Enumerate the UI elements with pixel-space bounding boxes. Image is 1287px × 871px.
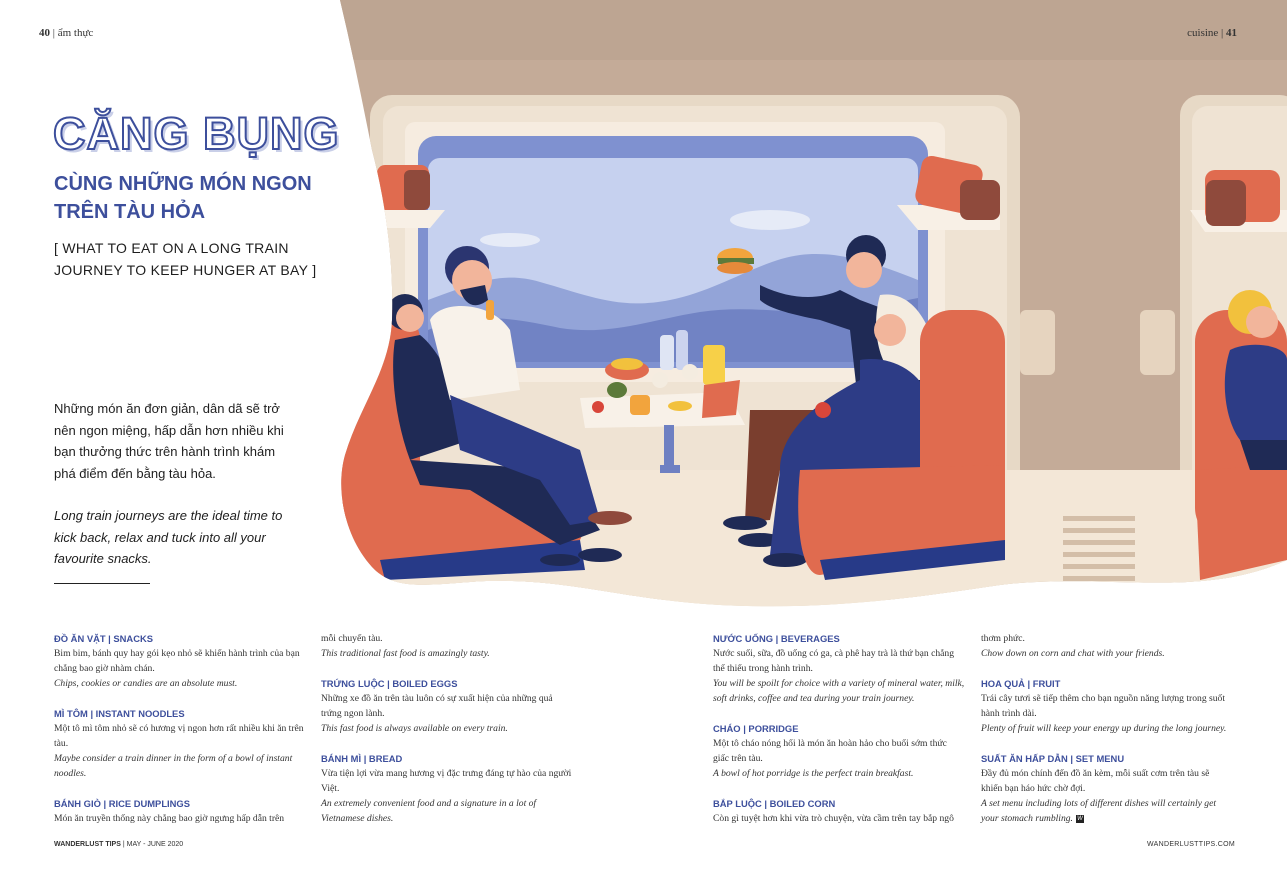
column-1 [54,631,306,841]
section-rice-dumplings-continued [321,631,573,661]
section-heading: SUẤT ĂN HẤP DẪN | SET MENU [981,753,1125,764]
section-text-en: You will be spoilt for choice with a variety of mineral water, milk, soft drinks, coffee and tea during your train journey. [713,678,965,704]
article-subtitle: CÙNG NHỮNG MÓN NGON TRÊN TÀU HỎA [54,173,312,223]
section-text-vi: Còn gì tuyệt hơn khi vừa trò chuyện, vừa cầm trên tay bắp ngô [713,813,954,824]
section-text-en: Chips, cookies or candies are an absolute must. [54,678,238,689]
section-text-vi: Vừa tiện lợi vừa mang hương vị đặc trưng đáng tự hào của người Việt. [321,768,572,794]
section-text-en: This traditional fast food is amazingly tasty. [321,648,490,659]
section-rice-dumplings [54,796,306,826]
column-2 [321,631,573,841]
section-heading: BẮP LUỘC | BOILED CORN [713,798,836,809]
section-text-vi: Một tô mì tôm nhỏ sẽ có hương vị ngon hơn rất nhiều khi ăn trên tàu. [54,723,304,749]
left-section-name: ẩm thực [57,27,94,39]
section-text-vi: Bim bim, bánh quy hay gói kẹo nhỏ sẽ khiến hành trình của bạn chẳng bao giờ nhàm chán. [54,648,300,674]
article-title: CĂNG BỤNG [53,108,340,159]
magazine-name: WANDERLUST TIPS [54,841,121,848]
section-bread [321,751,573,826]
section-heading: NƯỚC UỐNG | BEVERAGES [713,633,840,644]
intro-english: Long train journeys are the ideal time to kick back, relax and tuck into all your favourite snacks. [54,508,283,566]
section-text-vi: thơm phức. [981,633,1025,644]
section-text-en: Chow down on corn and chat with your friends. [981,648,1165,659]
column-4 [981,631,1233,841]
section-boiled-corn-continued [981,631,1233,661]
section-text-vi: Món ăn truyền thống này chẳng bao giờ ngưng hấp dẫn trên [54,813,285,824]
end-mark-icon: W [1077,815,1083,822]
section-heading: BÁNH MÌ | BREAD [321,753,403,764]
footer-left [54,841,183,848]
section-text-en-body: A set menu including lots of different dishes will certainly get your stomach rumbling. [981,798,1217,824]
section-text-vi: Đầy đủ món chính đến đồ ăn kèm, mỗi suất cơm trên tàu sẽ khiến bạn háo hức chờ đợi. [981,768,1210,794]
section-boiled-corn [713,796,965,826]
section-text-vi: Nước suối, sữa, đồ uống có ga, cà phê hay trà là thứ bạn chẳng thể thiếu trong hành trình. [713,648,954,674]
right-page-header: cuisine | 41 [1187,27,1237,39]
section-text-en: An extremely convenient food and a signature in a lot of Vietnamese dishes. [321,798,537,824]
section-fruit [981,676,1233,736]
website-link[interactable]: WANDERLUSTTIPS.COM [1147,841,1235,848]
section-text-vi: mỗi chuyến tàu. [321,633,383,644]
section-text-en: A bowl of hot porridge is the perfect train breakfast. [713,768,914,779]
right-page-number: 41 [1226,27,1237,39]
section-snacks [54,631,306,691]
section-text-en: This fast food is always available on every train. [321,723,508,734]
section-heading: BÁNH GIÒ | RICE DUMPLINGS [54,798,190,809]
section-instant-noodles [54,706,306,781]
section-heading: TRỨNG LUỘC | BOILED EGGS [321,678,458,689]
issue-date: | MAY - JUNE 2020 [122,841,184,848]
section-text-vi: Những xe đồ ăn trên tàu luôn có sự xuất hiện của những quả trứng ngon lành. [321,693,553,719]
section-text-vi: Trái cây tươi sẽ tiếp thêm cho bạn nguồn năng lượng trong suốt hành trình dài. [981,693,1226,719]
divider-rule [54,583,150,584]
right-section-name: cuisine [1187,27,1219,39]
section-porridge [713,721,965,781]
section-boiled-eggs [321,676,573,736]
english-subtitle: [ WHAT TO EAT ON A LONG TRAIN JOURNEY TO KEEP HUNGER AT BAY ] [54,240,317,278]
section-beverages [713,631,965,706]
section-text-en: Plenty of fruit will keep your energy up during the long journey. [981,723,1227,734]
section-text-en: Maybe consider a train dinner in the form of a bowl of instant noodles. [54,753,293,779]
intro-vietnamese: Những món ăn đơn giản, dân dã sẽ trở nên ngon miệng, hấp dẫn hơn nhiều khi bạn thưởng thức trên hành trình khám phá điểm đến bằng tàu hỏa. [54,401,284,481]
left-page-number: 40 [39,27,50,39]
section-heading: CHÁO | PORRIDGE [713,723,799,734]
section-text-en [981,796,1233,826]
section-set-menu [981,751,1233,826]
left-page-header: 40 | ẩm thực [39,27,94,39]
section-heading: HOA QUẢ | FRUIT [981,678,1061,689]
section-text-vi: Một tô cháo nóng hổi là món ăn hoàn hảo cho buổi sớm thức giấc trên tàu. [713,738,947,764]
section-heading: ĐỒ ĂN VẶT | SNACKS [54,633,153,644]
section-heading: MÌ TÔM | INSTANT NOODLES [54,708,185,719]
column-3 [713,631,965,841]
